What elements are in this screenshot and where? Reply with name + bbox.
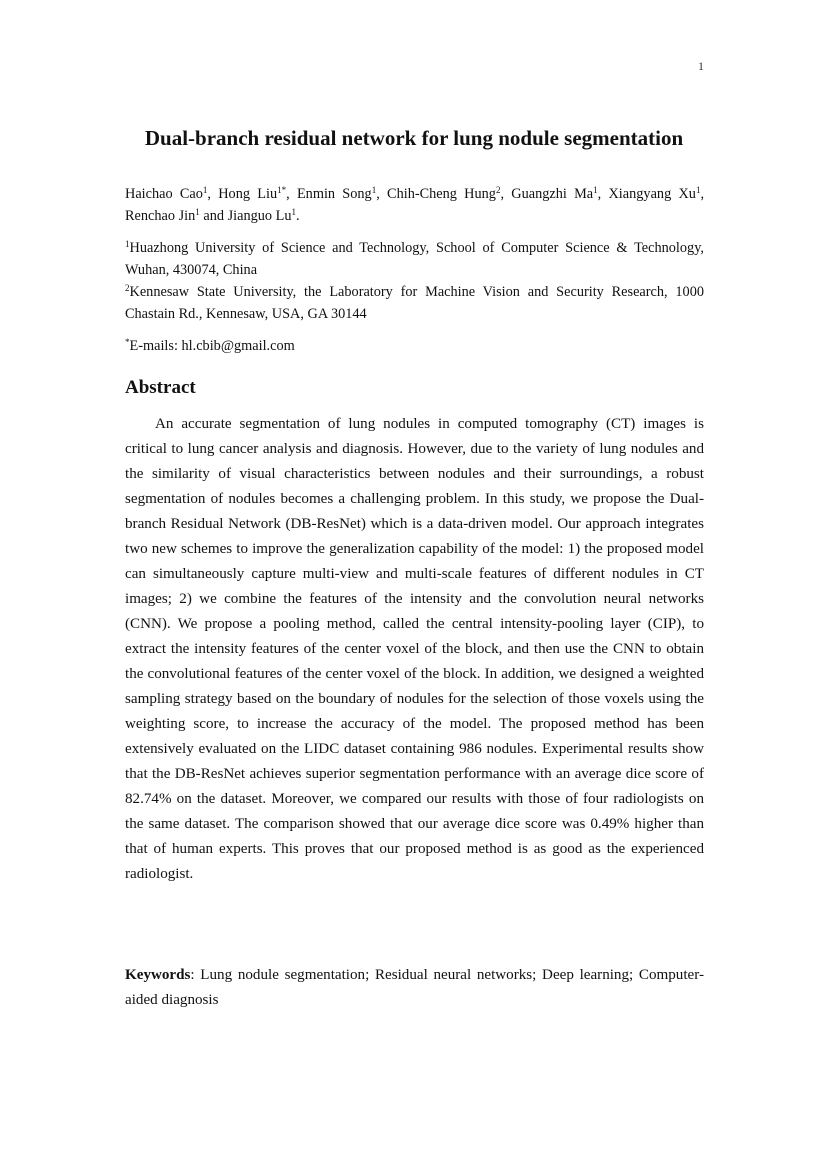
- corresponding-email: [125, 335, 704, 357]
- affiliation-text: Kennesaw State University, the Laboratory for Machine Vision and Security Research, 1000 Chastain Rd., Kennesaw, USA, GA 30144: [125, 284, 704, 322]
- keywords: [125, 963, 704, 1013]
- author-affiliation-mark: 1: [371, 185, 377, 195]
- abstract-heading: Abstract: [125, 377, 196, 398]
- author-name: Hong Liu: [218, 186, 278, 202]
- author-separator: ,: [597, 186, 609, 202]
- author-name: Chih-Cheng Hung: [387, 186, 496, 202]
- keywords-label: Keywords: [125, 967, 191, 983]
- author-separator: ,: [700, 186, 705, 202]
- affiliation-text: Huazhong University of Science and Technology, School of Computer Science & Technology, Wuhan, 430074, China: [125, 240, 704, 278]
- author-affiliation-mark: 1*: [277, 185, 287, 195]
- abstract-body: An accurate segmentation of lung nodules in computed tomography (CT) images is critical to lung cancer analysis and diagnosis. However, due to the variety of lung nodules and the similarity of visual characteristics between nodules and their surroundings, a robust segmentation of nodules becomes a challenging problem. In this study, we propose the Dual-branch Residual Network (DB-ResNet) which is a data-driven model. Our approach integrates two new schemes to improve the generalization capability of the model: 1) the proposed model can simultaneously capture multi-view and multi-scale features of different nodules in CT images; 2) we combine the features of the intensity and the convolution neural networks (CNN). We propose a pooling method, called the central intensity-pooling layer (CIP), to extract the intensity features of the center voxel of the block, and then use the CNN to obtain the convolutional features of the center voxel of the block. In addition, we designed a weighted sampling strategy based on the boundary of nodules for the selection of those voxels using the weighting score, to increase the accuracy of the model. The proposed method has been extensively evaluated on the LIDC dataset containing 986 nodules. Experimental results show that the DB-ResNet achieves superior segmentation performance with an average dice score of 82.74% on the dataset. Moreover, we compared our results with those of four radiologists on the same dataset. The comparison showed that our average dice score was 0.49% higher than that of human experts. This proves that our proposed method is as good as the experienced radiologist.: [125, 416, 704, 882]
- paper-title: Dual-branch residual network for lung nodule segmentation: [144, 126, 684, 150]
- author-affiliation-mark: 1: [695, 185, 701, 195]
- author-separator: .: [296, 208, 300, 224]
- author-name: Enmin Song: [296, 186, 372, 202]
- author-name: Jianguo Lu: [227, 208, 292, 224]
- author-affiliation-mark: 1: [195, 207, 200, 217]
- author-list: [125, 183, 704, 227]
- author-affiliation-mark: 1: [291, 207, 297, 217]
- author-separator: and: [199, 208, 228, 224]
- email-text: E-mails: hl.cbib@gmail.com: [129, 338, 295, 354]
- email-mark: *: [125, 337, 130, 347]
- author-affiliation-mark: 2: [495, 185, 501, 195]
- author-separator: ,: [286, 186, 297, 202]
- keywords-text: : Lung nodule segmentation; Residual neural networks; Deep learning; Computer-aided diagnosis: [125, 967, 704, 1008]
- author-name: Haichao Cao: [125, 186, 203, 202]
- affiliation-mark: 1: [125, 239, 130, 249]
- author-separator: ,: [207, 186, 219, 202]
- author-name: Renchao Jin: [125, 208, 196, 224]
- author-name: Guangzhi Ma: [511, 186, 594, 202]
- affiliation-1: [125, 237, 704, 281]
- page-number: 1: [698, 59, 704, 73]
- affiliation-2: [125, 281, 704, 325]
- author-separator: ,: [500, 186, 512, 202]
- affiliation-mark: 2: [125, 283, 130, 293]
- author-name: Xiangyang Xu: [608, 186, 696, 202]
- author-separator: ,: [376, 186, 388, 202]
- author-affiliation-mark: 1: [593, 185, 598, 195]
- author-affiliation-mark: 1: [202, 185, 208, 195]
